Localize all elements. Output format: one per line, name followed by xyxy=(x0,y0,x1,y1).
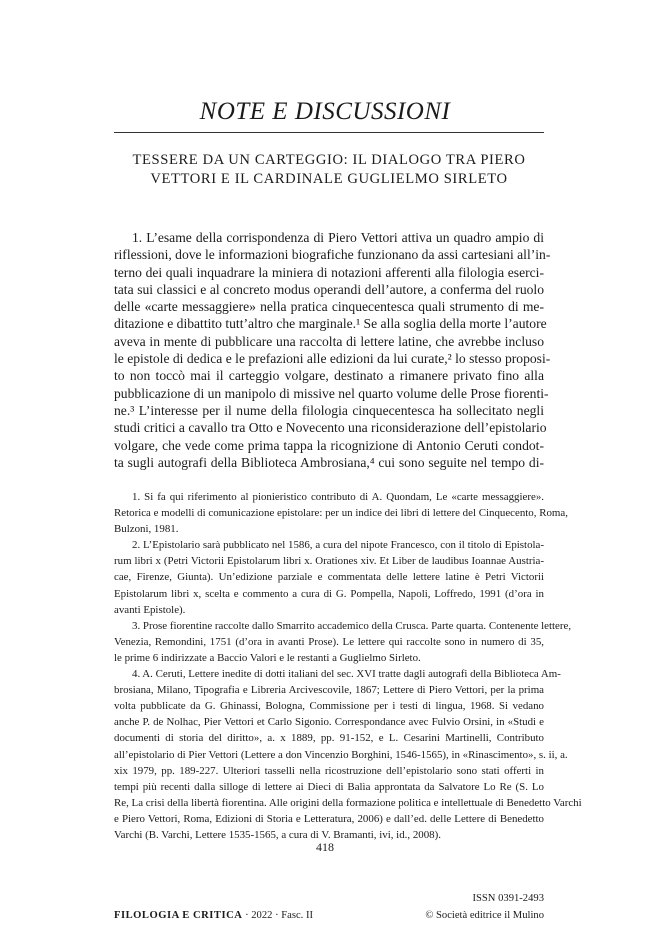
body-paragraph xyxy=(114,229,551,471)
footnote-line: avanti Epistole). xyxy=(114,603,186,616)
footnote-line: rum libri x (Petri Victorii Epistolarum libri x. Orationes xiv. Et Liber de laudibus Ioannae Austria- xyxy=(114,555,544,568)
footnote-2 xyxy=(114,537,544,617)
body-line: ta sugli autografi della Biblioteca Ambrosiana,⁴ cui sono seguite nel tempo di- xyxy=(114,454,544,470)
body-line: terno dei quali inquadrare la miniera di notazioni afferenti alla filologia eserci- xyxy=(114,264,544,280)
footnote-line: 2. L’Epistolario sarà pubblicato nel 1586, a cura del nipote Francesco, con il titolo di Epistola- xyxy=(132,539,544,552)
footnote-line: anche P. de Nolhac, Pier Vettori et Carlo Sigonio. Correspondance avec Fulvio Orsini, in «Studi e xyxy=(114,716,544,729)
footnotes xyxy=(114,489,582,843)
journal-name: FILOLOGIA E CRITICA xyxy=(114,910,243,921)
body-line: pubblicazione di un manipolo di missive nel quarto volume delle Prose fiorenti- xyxy=(114,385,549,401)
footnote-line: cae, Firenze, Giunta). Un’edizione parziale e commentata delle lettere latine è Petri Victorii xyxy=(114,571,544,584)
footnote-1 xyxy=(114,489,568,537)
publisher: © Società editrice il Mulino xyxy=(425,910,544,921)
footnote-line: Retorica e modelli di comunicazione epistolare: per un indice dei libri di lettere del Cinquecento, Roma, xyxy=(114,507,568,520)
footnote-3 xyxy=(114,618,572,666)
body-line: to non toccò mai il carteggio volgare, destinato a rimanere privato fino alla xyxy=(114,368,544,384)
footnote-line: Bulzoni, 1981. xyxy=(114,523,179,536)
body-line: ditazione e dibattito tutt’altro che marginale.¹ Se alla soglia della morte l’autore xyxy=(114,316,547,332)
title-rule xyxy=(114,132,544,133)
body-line: aveva in mente di pubblicare una raccolta di lettere latine, che avrebbe incluso xyxy=(114,333,544,349)
footnote-line: Epistolarum libri x, scelta e commento a cura di G. Pompella, Napoli, Loffredo, 1991 (d’ora in xyxy=(114,587,544,600)
footnote-line: Re, La crisi della libertà fiorentina. Alle origini della formazione politica e intellettuale di Benedetto Varchi xyxy=(114,796,582,809)
footnote-line: tempi più recenti dalla silloge di lettere ai Dieci di Balìa approntata da Salvatore Lo Re (S. Lo xyxy=(114,780,544,793)
footnote-line: volta pubblicate da G. Ghinassi, Bologna, Commissione per i testi di lingua, 1968. Si vedano xyxy=(114,700,544,713)
footnote-line: 4. A. Ceruti, Lettere inedite di dotti italiani del sec. XVI tratte dagli autografi della Biblioteca Am- xyxy=(132,668,561,681)
body-line: tata sui classici e al concreto modus operandi dell’autore, a conferma del ruolo xyxy=(114,281,544,297)
footnote-line: 3. Prose fiorentine raccolte dallo Smarrito accademico della Crusca. Parte quarta. Contenente lettere, xyxy=(132,619,572,632)
footnote-line: all’epistolario di Pier Vettori (Lettere a don Vincenzio Borghini, 1546-1565), in «Rinascimento», s. ii, a. xyxy=(114,748,568,761)
footnote-4 xyxy=(114,666,582,843)
body-line: 1. L’esame della corrispondenza di Piero Vettori attiva un quadro ampio di xyxy=(132,230,544,245)
footnote-line: le prime 6 indirizzate a Baccio Valori e le restanti a Guglielmo Sirleto. xyxy=(114,651,421,664)
section-title: NOTE E DISCUSSIONI xyxy=(199,98,451,125)
journal-info xyxy=(114,910,313,921)
footnote-line: e Piero Vettori, Roma, Edizioni di Storia e Letteratura, 2006) e dall’ed. delle Lettere di Benedetto xyxy=(114,812,544,825)
footnote-line: Venezia, Remondini, 1751 (d’ora in avanti Prose). Le lettere qui raccolte sono in numero di 35, xyxy=(114,635,544,648)
article-title-line: TESSERE DA UN CARTEGGIO: IL DIALOGO TRA PIERO xyxy=(132,152,526,168)
footnote-line: xix 1979, pp. 189-227. Ulteriori tasselli nella ricostruzione dell’epistolario sono stati offerti in xyxy=(114,764,544,777)
issn: ISSN 0391-2493 xyxy=(472,893,544,904)
body-line: studi critici a cavallo tra Otto e Novecento una riconsiderazione dell’epistolario xyxy=(114,420,547,436)
body-line: volgare, che vede come prima tappa la ricognizione di Antonio Ceruti condot- xyxy=(114,437,544,453)
page-number: 418 xyxy=(316,840,334,854)
article-title xyxy=(114,151,544,189)
body-line: le epistole di dedica e le prefazioni alle edizioni da lui curate,² lo stesso proposi- xyxy=(114,351,551,367)
journal-issue: · 2022 · Fasc. II xyxy=(242,910,314,921)
body-line: ne.³ L’interesse per il nume della filologia cinquecentesca ha sollecitato negli xyxy=(114,402,544,418)
body-line: delle «carte messaggiere» nella pratica cinquecentesca quali strumento di me- xyxy=(114,299,544,315)
footnote-line: brosiana, Milano, Tipografia e Libreria Arcivescovile, 1867; Lettere di Piero Vettori, per la prima xyxy=(114,684,544,697)
body-line: riflessioni, dove le informazioni biografiche funzionano da assi cartesiani all’in- xyxy=(114,247,551,263)
footnote-line: 1. Si fa qui riferimento al pionieristico contributo di A. Quondam, Le «carte messaggiere». xyxy=(132,491,544,503)
article-title-line: VETTORI E IL CARDINALE GUGLIELMO SIRLETO xyxy=(150,171,508,187)
footnote-line: documenti di storia del diritto», a. x 1889, pp. 91-152, e L. Cesarini Martinelli, Contributo xyxy=(114,732,544,745)
footnote-line: Varchi (B. Varchi, Lettere 1535-1565, a cura di V. Bramanti, ivi, id., 2008). xyxy=(114,828,441,841)
